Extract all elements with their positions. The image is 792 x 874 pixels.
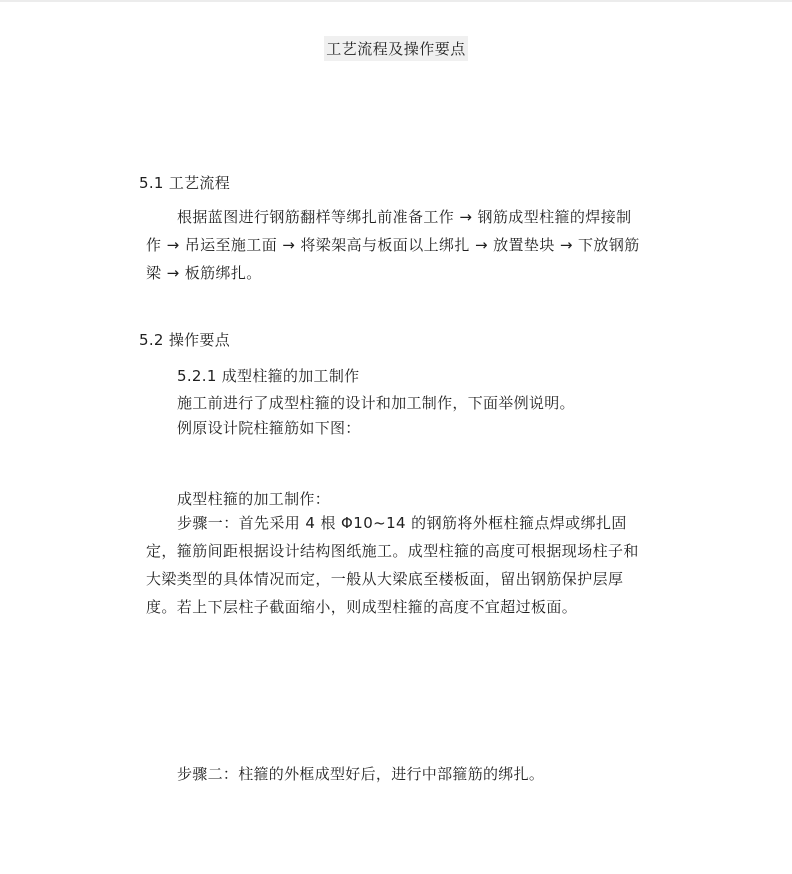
section-5-2-1-heading: 5.2.1 成型柱箍的加工制作 [177, 367, 360, 385]
section-5-2-heading: 5.2 操作要点 [139, 331, 231, 349]
fabrication-heading: 成型柱箍的加工制作： [177, 490, 331, 508]
section-5-1-heading: 5.1 工艺流程 [139, 174, 231, 192]
page-top-border [0, 0, 792, 2]
document-title-wrapper [0, 36, 792, 61]
document-title: 工艺流程及操作要点 [324, 36, 468, 61]
step-two-line: 步骤二：柱箍的外框成型好后，进行中部箍筋的绑扎。 [177, 765, 545, 783]
figure-reference-line: 例原设计院柱箍筋如下图： [177, 419, 361, 437]
step-one-paragraph: 步骤一：首先采用 4 根 Φ10~14 的钢筋将外框柱箍点焊或绑扎固定，箍筋间距根据设计结构图纸施工。成型柱箍的高度可根据现场柱子和大梁类型的具体情况而定，一般从大梁底至楼板面，留出钢筋保护层厚度。若上下层柱子截面缩小，则成型柱箍的高度不宜超过板面。 [146, 514, 639, 616]
process-flow-paragraph: 根据蓝图进行钢筋翻样等绑扎前准备工作 → 钢筋成型柱箍的焊接制作 → 吊运至施工面 → 将梁架高与板面以上绑扎 → 放置垫块 → 下放钢筋梁 → 板筋绑扎。 [146, 208, 640, 282]
intro-line: 施工前进行了成型柱箍的设计和加工制作，下面举例说明。 [177, 394, 575, 412]
